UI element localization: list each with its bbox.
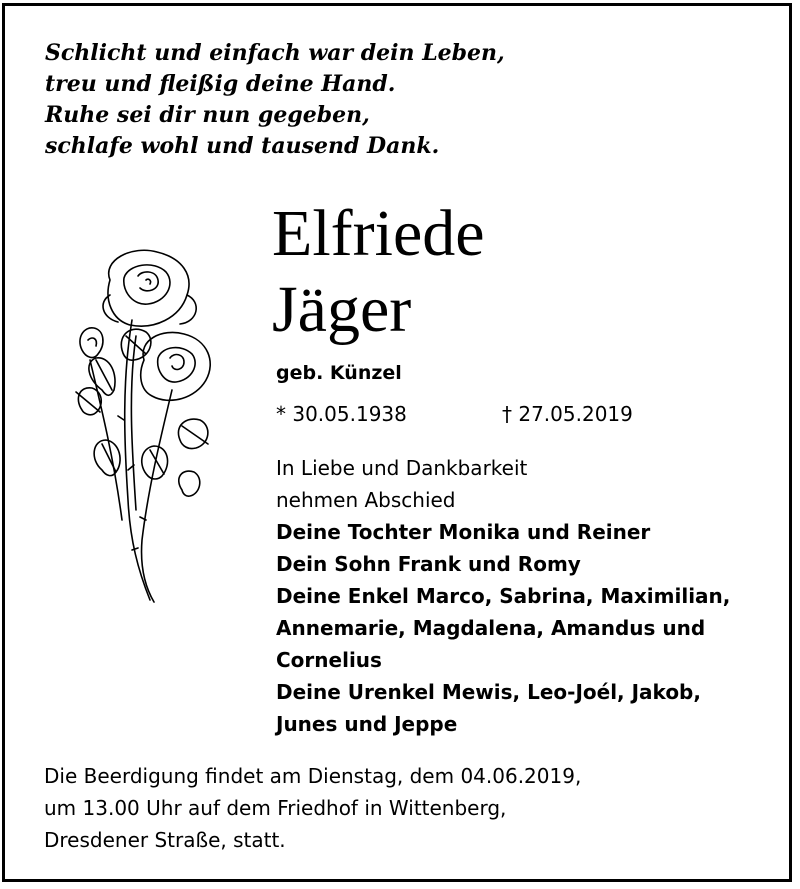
- death-date: † 27.05.2019: [502, 402, 633, 426]
- birth-date: * 30.05.1938: [276, 402, 407, 426]
- mourner-line-3: Deine Enkel Marco, Sabrina, Maximilian,: [276, 584, 731, 608]
- first-name: Elfriede: [272, 197, 485, 270]
- memorial-poem: [45, 38, 505, 162]
- deceased-name: [272, 196, 485, 348]
- poem-line-1: Schlicht und einfach war dein Leben,: [45, 40, 505, 66]
- born-name: geb. Künzel: [276, 362, 402, 384]
- rose-illustration-icon: [62, 240, 232, 610]
- mourner-line-1: Deine Tochter Monika und Reiner: [276, 520, 651, 544]
- mourner-line-4: Annemarie, Magdalena, Amandus und: [276, 616, 706, 640]
- poem-line-3: Ruhe sei dir nun gegeben,: [45, 102, 370, 128]
- last-name: Jäger: [272, 273, 412, 346]
- poem-line-4: schlafe wohl und tausend Dank.: [45, 133, 440, 159]
- mourner-line-6: Deine Urenkel Mewis, Leo-Joél, Jakob,: [276, 680, 701, 704]
- intro-line-1: In Liebe und Dankbarkeit: [276, 456, 528, 480]
- mourners-list: [276, 452, 730, 740]
- mourner-line-7: Junes und Jeppe: [276, 712, 458, 736]
- mourner-line-5: Cornelius: [276, 648, 382, 672]
- intro-line-2: nehmen Abschied: [276, 488, 456, 512]
- mourner-line-2: Dein Sohn Frank und Romy: [276, 552, 581, 576]
- funeral-info: [44, 760, 581, 856]
- funeral-line-1: Die Beerdigung findet am Dienstag, dem 04.06.2019,: [44, 764, 582, 788]
- funeral-line-3: Dresdener Straße, statt.: [44, 828, 286, 852]
- poem-line-2: treu und fleißig deine Hand.: [45, 71, 396, 97]
- funeral-line-2: um 13.00 Uhr auf dem Friedhof in Wittenberg,: [44, 796, 507, 820]
